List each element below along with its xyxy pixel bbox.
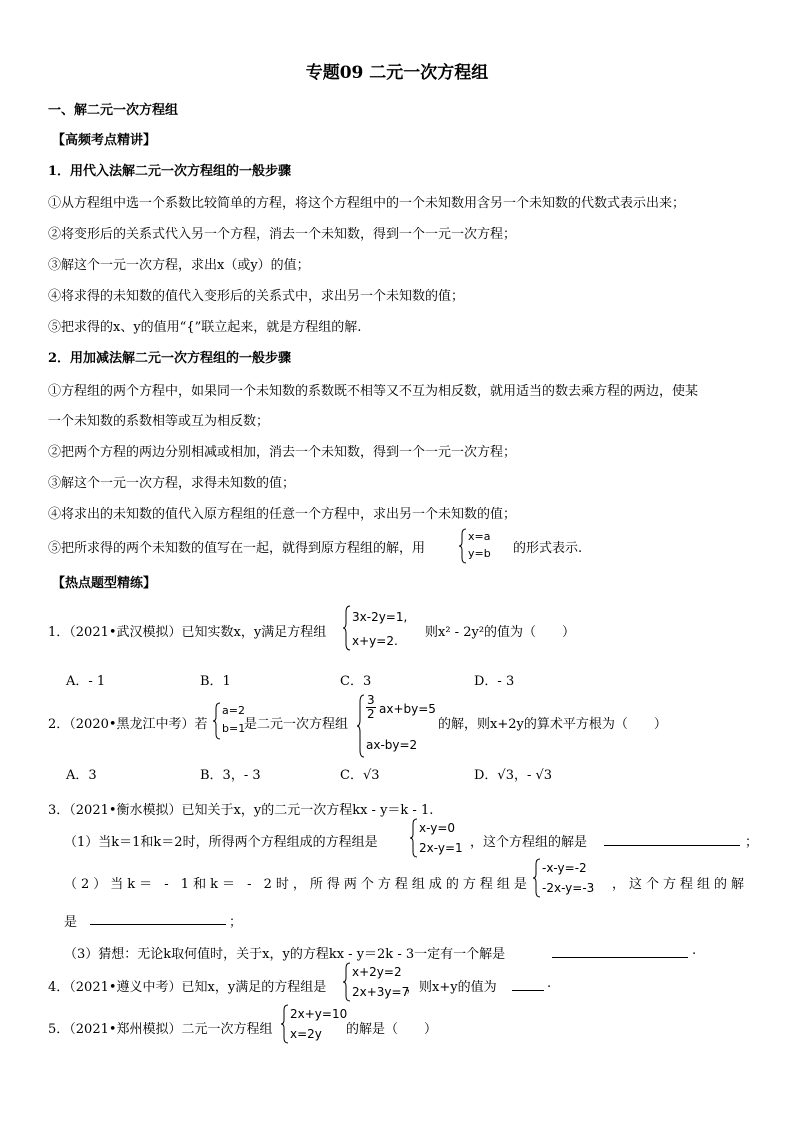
substitution-method-heading: 1．用代入法解二元一次方程组的一般步骤 [48,164,292,179]
q3-part1-a: （1）当k＝1和k＝2时，所得两个方程组成的方程组是 [64,835,378,850]
elimination-step-4: ④将求出的未知数的值代入原方程组的任意一个方程中，求出另一个未知数的值； [48,507,517,522]
left-brace-icon [458,528,468,564]
q2-suffix: 的解，则x+2y的算术平方根为（ ） [438,717,667,732]
q3-part3-answer-blank[interactable] [552,957,688,958]
q1-suffix: 则x² - 2y²的值为（ ） [425,625,576,640]
left-brace-icon [342,962,352,1002]
q3-head: 3．（2021•衡水模拟）已知关于x，y的二元一次方程kx - y＝k - 1. [48,803,434,818]
q3-part3-a: （3）猜想：无论k取何值时，关于x，y的方程kx - y＝2k - 3一定有一个解是 [64,947,506,962]
left-brace-icon [356,694,366,758]
q4-answer-blank[interactable] [512,990,544,991]
q2-prefix: 2．（2020•黑龙江中考）若 [48,717,208,732]
elimination-step-1a: ①方程组的两个方程中，如果同一个未知数的系数既不相等又不互为相反数，就用适当的数去乘方程的两边，使某 [48,384,699,399]
q3-part2-a: （2）当k＝ - 1和k＝ - 2时，所得两个方程组成的方程组是 [64,877,531,892]
system-row: -2x-y=-3 [542,881,595,895]
system-row: x+2y=2 [352,965,402,979]
q2-option-c[interactable]: C．√3 [340,768,380,783]
q1-option-a[interactable]: A．- 1 [66,674,106,689]
q3-part2-c: 是 [64,915,78,930]
q2-option-b[interactable]: B．3，- 3 [200,768,261,783]
system-row: b=1 [222,722,246,735]
tag-reti: 【热点题型精练】 [52,576,157,591]
elimination-step-5-tail: 的形式表示. [513,541,583,556]
system-row: 2x+3y=7 [352,985,410,999]
q3-part2-end: ； [229,915,243,930]
system-row: 2x-y=1 [419,841,463,855]
left-brace-icon [409,818,419,858]
page-title: 专题09 二元一次方程组 [305,63,489,83]
q2-mid: 是二元一次方程组 [244,717,349,732]
fraction [366,694,376,721]
elimination-step-2: ②把两个方程的两边分别相减或相加，消去一个未知数，得到一个一元一次方程； [48,445,517,460]
system-row: ax+by=5 [379,702,436,716]
substitution-step-1: ①从方程组中选一个系数比较简单的方程，将这个方程组中的一个未知数用含另一个未知数的代数式表示出来； [48,196,686,211]
q1-prefix: 1．（2021•武汉模拟）已知实数x，y满足方程组 [48,625,327,640]
system-row: a=2 [222,704,245,717]
system-row: 2x+y=10 [290,1007,348,1021]
q3-part2-answer-blank[interactable] [90,924,226,925]
elimination-method-heading: 2．用加减法解二元一次方程组的一般步骤 [48,351,292,366]
system-row: 3x-2y=1, [352,610,408,624]
left-brace-icon [342,605,352,651]
left-brace-icon [532,858,542,898]
system-row: y=b [468,547,491,560]
elimination-step-1b: 一个未知数的系数相等或互为相反数； [48,414,270,429]
q4-prefix: 4．（2021•遵义中考）已知x，y满足的方程组是 [48,980,327,995]
elimination-step-3: ③解这个一元一次方程，求得未知数的值； [48,476,296,491]
q2-option-a[interactable]: A．3 [66,768,97,783]
substitution-step-4: ④将求得的未知数的值代入变形后的关系式中，求出另一个未知数的值； [48,289,465,304]
system-row: x-y=0 [419,821,456,835]
q3-part1-b: ，这个方程组的解是 [470,835,588,850]
q3-part1-end: ； [745,835,759,850]
system-row: x=2y [290,1027,322,1041]
substitution-step-5: ⑤把求得的x、y的值用“{”联立起来，就是方程组的解. [48,320,362,335]
q3-part3-end: . [692,943,697,958]
left-brace-icon [280,1004,290,1044]
q3-part2-b: ，这个方程组的解 [612,877,749,892]
left-brace-icon [212,702,222,740]
system-row: x=a [468,530,491,543]
q5-prefix: 5．（2021•郑州模拟）二元一次方程组 [48,1022,273,1037]
elimination-step-5-text: ⑤把所求得的两个未知数的值写在一起，就得到原方程组的解，用 [48,541,426,556]
system-row: x+y=2. [352,634,398,648]
substitution-step-3: ③解这个一元一次方程，求出x（或y）的值； [48,258,310,273]
fraction-denominator: 2 [367,707,375,721]
q4-suffix: ，则x+y的值为 [406,980,497,995]
q5-suffix: 的解是（ ） [346,1022,438,1037]
q1-option-c[interactable]: C．3 [340,674,372,689]
q4-end: . [547,976,552,991]
q3-part1-answer-blank[interactable] [604,845,740,846]
q1-option-d[interactable]: D．- 3 [474,674,515,689]
tag-kaodian: 【高频考点精讲】 [52,133,157,148]
section-heading: 一、解二元一次方程组 [48,103,179,118]
substitution-step-2: ②将变形后的关系式代入另一个方程，消去一个未知数，得到一个一元一次方程； [48,227,517,242]
q2-option-d[interactable]: D．√3，- √3 [474,768,553,783]
system-row: ax-by=2 [366,738,418,752]
q1-option-b[interactable]: B．1 [200,674,231,689]
fraction-numerator: 3 [367,693,375,707]
system-row: -x-y=-2 [542,861,587,875]
